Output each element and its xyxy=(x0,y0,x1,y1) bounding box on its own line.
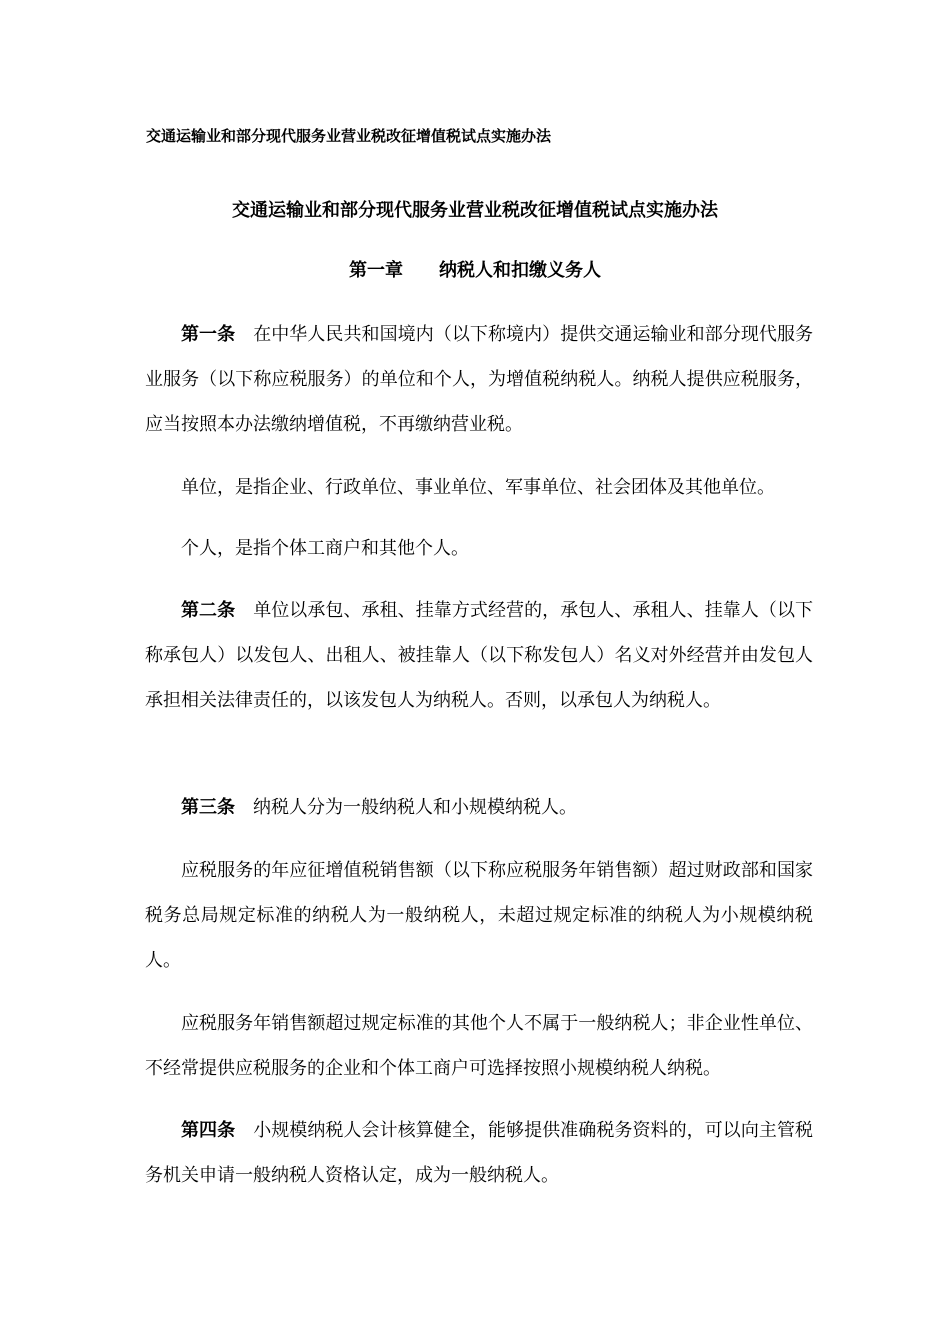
definition-individual-block xyxy=(145,526,813,571)
article-1-block xyxy=(145,312,813,447)
paragraph xyxy=(145,848,813,983)
paragraph-text: 应税服务年销售额超过规定标准的其他个人不属于一般纳税人；非企业性单位、不经常提供应税服务的企业和个体工商户可选择按照小规模纳税人纳税。 xyxy=(145,1013,813,1079)
definition-unit-block xyxy=(145,465,813,510)
article-number: 第三条 xyxy=(181,797,235,818)
paragraph xyxy=(145,465,813,510)
paragraph xyxy=(145,588,813,723)
running-header-title: 交通运输业和部分现代服务业营业税改征增值税试点实施办法 xyxy=(146,127,552,145)
article-number: 第四条 xyxy=(181,1120,236,1141)
paragraph xyxy=(145,1001,813,1091)
paragraph xyxy=(145,785,813,830)
paragraph-text: 应税服务的年应征增值税销售额（以下称应税服务年销售额）超过财政部和国家税务总局规定标准的纳税人为一般纳税人，未超过规定标准的纳税人为小规模纳税人。 xyxy=(145,860,813,971)
article-number: 第二条 xyxy=(181,600,236,621)
paragraph xyxy=(145,312,813,447)
chapter-name: 纳税人和扣缴义务人 xyxy=(439,260,601,281)
article-3-block xyxy=(145,785,813,830)
document-title: 交通运输业和部分现代服务业营业税改征增值税试点实施办法 xyxy=(232,200,718,221)
article-number: 第一条 xyxy=(181,324,236,345)
article-3-para-3-block xyxy=(145,1001,813,1091)
paragraph xyxy=(145,1108,813,1198)
paragraph-text: 小规模纳税人会计核算健全，能够提供准确税务资料的，可以向主管税务机关申请一般纳税人资格认定，成为一般纳税人。 xyxy=(145,1120,814,1186)
article-3-para-2-block xyxy=(145,848,813,983)
paragraph xyxy=(145,526,813,571)
article-2-block xyxy=(145,588,813,723)
chapter-number: 第一章 xyxy=(349,260,403,281)
article-4-block xyxy=(145,1108,813,1198)
paragraph-text: 纳税人分为一般纳税人和小规模纳税人。 xyxy=(253,797,577,818)
paragraph-text: 单位，是指企业、行政单位、事业单位、军事单位、社会团体及其他单位。 xyxy=(181,477,775,498)
paragraph-text: 个人，是指个体工商户和其他个人。 xyxy=(181,538,469,559)
paragraph-text: 在中华人民共和国境内（以下称境内）提供交通运输业和部分现代服务业服务（以下称应税服务）的单位和个人，为增值税纳税人。纳税人提供应税服务，应当按照本办法缴纳增值税，不再缴纳营业税。 xyxy=(145,324,814,435)
paragraph-text: 单位以承包、承租、挂靠方式经营的，承包人、承租人、挂靠人（以下称承包人）以发包人、出租人、被挂靠人（以下称发包人）名义对外经营并由发包人承担相关法律责任的，以该发包人为纳税人。否则，以承包人为纳税人。 xyxy=(145,600,814,711)
chapter-heading xyxy=(0,256,950,286)
